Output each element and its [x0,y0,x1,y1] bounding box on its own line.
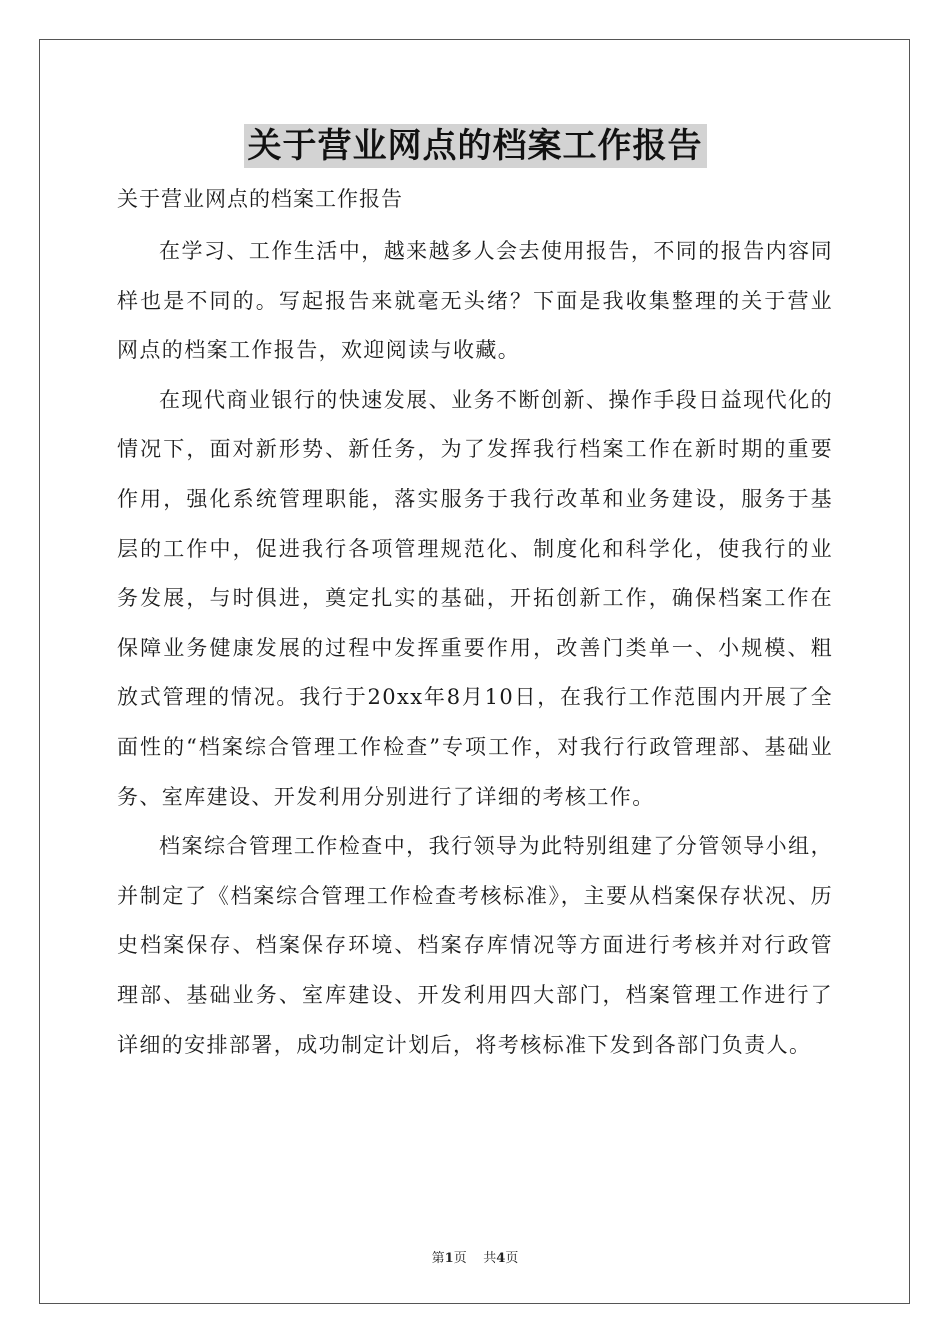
page-prefix: 第 [431,1251,445,1266]
document-subtitle: 关于营业网点的档案工作报告 [117,187,403,211]
paragraph-inspection: 档案综合管理工作检查中，我行领导为此特别组建了分管领导小组，并制定了《档案综合管理工作检查考核标准》，主要从档案保存状况、历史档案保存、档案保存环境、档案存库情况等方面进行考核并对行政管理部、基础业务、室库建设、开发利用四大部门，档案管理工作进行了详细的安排部署，成功制定计划后，将考核标准下发到各部门负责人。 [117,834,833,1057]
page-suffix: 页 [453,1251,467,1266]
paragraph-intro: 在学习、工作生活中，越来越多人会去使用报告，不同的报告内容同样也是不同的。写起报告来就毫无头绪？下面是我收集整理的关于营业网点的档案工作报告，欢迎阅读与收藏。 [117,239,833,363]
page-current: 1 [444,1251,454,1266]
total-suffix: 页 [505,1251,519,1266]
page-total: 4 [496,1251,506,1266]
document-body [117,227,833,1070]
total-prefix: 共 [483,1251,497,1266]
paragraph-background: 在现代商业银行的快速发展、业务不断创新、操作手段日益现代化的情况下，面对新形势、新任务，为了发挥我行档案工作在新时期的重要作用，强化系统管理职能，落实服务于我行改革和业务建设，服务于基层的工作中，促进我行各项管理规范化、制度化和科学化，使我行的业务发展，与时俱进，奠定扎实的基础，开拓创新工作，确保档案工作在保障业务健康发展的过程中发挥重要作用，改善门类单一、小规模、粗放式管理的情况。我行于20xx年8月10日，在我行工作范围内开展了全面性的“档案综合管理工作检查”专项工作，对我行行政管理部、基础业务、室库建设、开发利用分别进行了详细的考核工作。 [117,387,833,809]
document-title: 关于营业网点的档案工作报告 [244,124,707,168]
title-area [0,124,950,168]
page-footer [0,1247,950,1266]
